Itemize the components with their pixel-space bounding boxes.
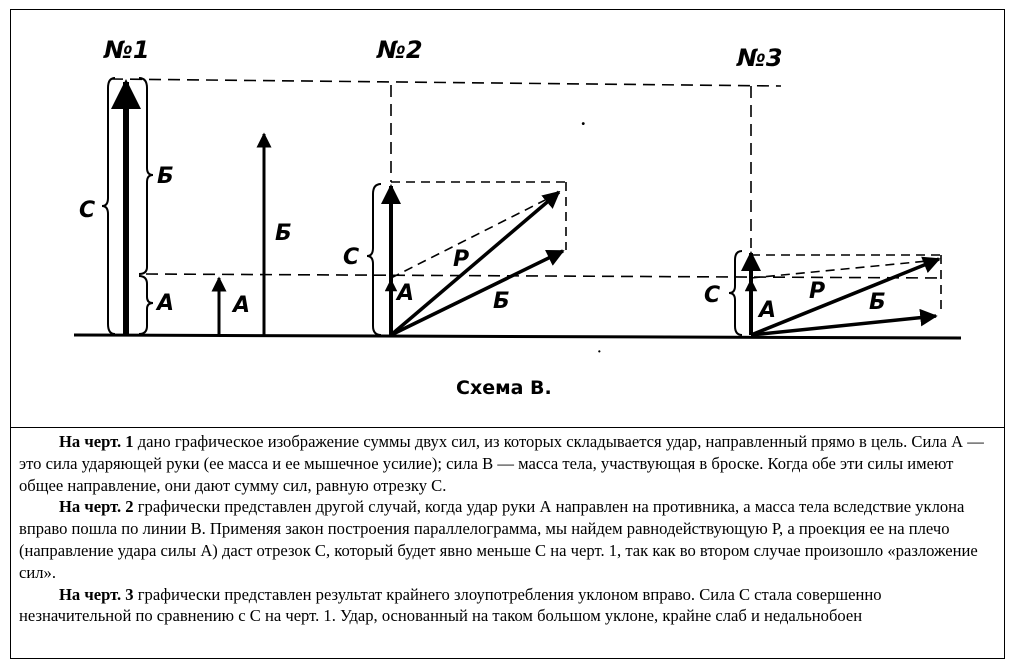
brace-c-2: [367, 184, 381, 335]
paragraph-1-lead: На черт. 1: [59, 432, 134, 451]
panel-3: [704, 44, 941, 335]
brace-c-left: [102, 78, 115, 334]
panel-3-number: №3: [737, 44, 783, 72]
label-a: А: [157, 291, 175, 316]
panel-1: [79, 36, 292, 335]
label-b-3: Б: [869, 290, 886, 315]
force-diagram: [11, 10, 1004, 427]
brace-c-3: [729, 251, 742, 335]
label-b2: Б: [275, 221, 292, 246]
diagram-title: Схема В.: [456, 377, 552, 399]
caption-paragraph-2: [19, 496, 997, 583]
brace-a-right: [139, 276, 153, 334]
small-mark: ·: [597, 345, 602, 360]
caption: [19, 431, 997, 627]
label-a2: А: [233, 293, 251, 318]
label-p-3: Р: [809, 279, 826, 304]
brace-b-right: [139, 78, 153, 274]
guide-lines: [111, 79, 941, 278]
figure-frame: [10, 9, 1005, 659]
label-p-2: Р: [453, 247, 470, 272]
label-a-2: А: [397, 281, 415, 306]
parallelogram-3: [751, 255, 941, 315]
caption-paragraph-1: [19, 431, 997, 496]
label-c: С: [79, 198, 96, 223]
panel-2-number: №2: [377, 36, 423, 64]
panel-1-number: №1: [104, 36, 150, 64]
label-a-3: А: [759, 298, 777, 323]
dot-mark: .: [581, 109, 586, 129]
ground-line: [74, 335, 961, 338]
paragraph-1-text: дано графическое изображение суммы двух сил, из которых складывается удар, направленный прямо в цель. Сила А — это сила ударяющей руки (ее масса и ее мышечное усилие); сила В — масса тела, участвующая в броске. Когда обе эти силы имеют общее направление, они дают сумму сил, равную отрезку С.: [19, 432, 984, 495]
paragraph-2-lead: На черт. 2: [59, 497, 134, 517]
label-b-2: Б: [493, 289, 510, 314]
caption-paragraph-3: [19, 584, 997, 628]
panel-2: [343, 36, 586, 335]
label-b: Б: [157, 164, 174, 189]
label-c-2: С: [343, 245, 360, 270]
paragraph-3-text: графически представлен результат крайнего злоупотребления уклоном вправо. Сила С стала совершенно незначительной по сравнению с С на черт. 1. Удар, основанный на таком большом уклоне, крайне слаб и недальнобоен: [19, 584, 882, 626]
paragraph-3-lead: На черт. 3: [59, 584, 134, 604]
label-c-3: С: [704, 283, 721, 308]
caption-divider: [11, 427, 1004, 428]
paragraph-2-text: графически представлен другой случай, когда удар руки А направлен на противника, а масса тела вследствие уклона вправо пошла по линии В. Применяя закон построения параллелограмма, мы найдем равнодействующую Р, а проекция ее на плечо (направление удара силы А) даст отрезок С, который будет явно меньше С на черт. 1, так как во втором случае произошло «разложение сил».: [19, 497, 978, 582]
